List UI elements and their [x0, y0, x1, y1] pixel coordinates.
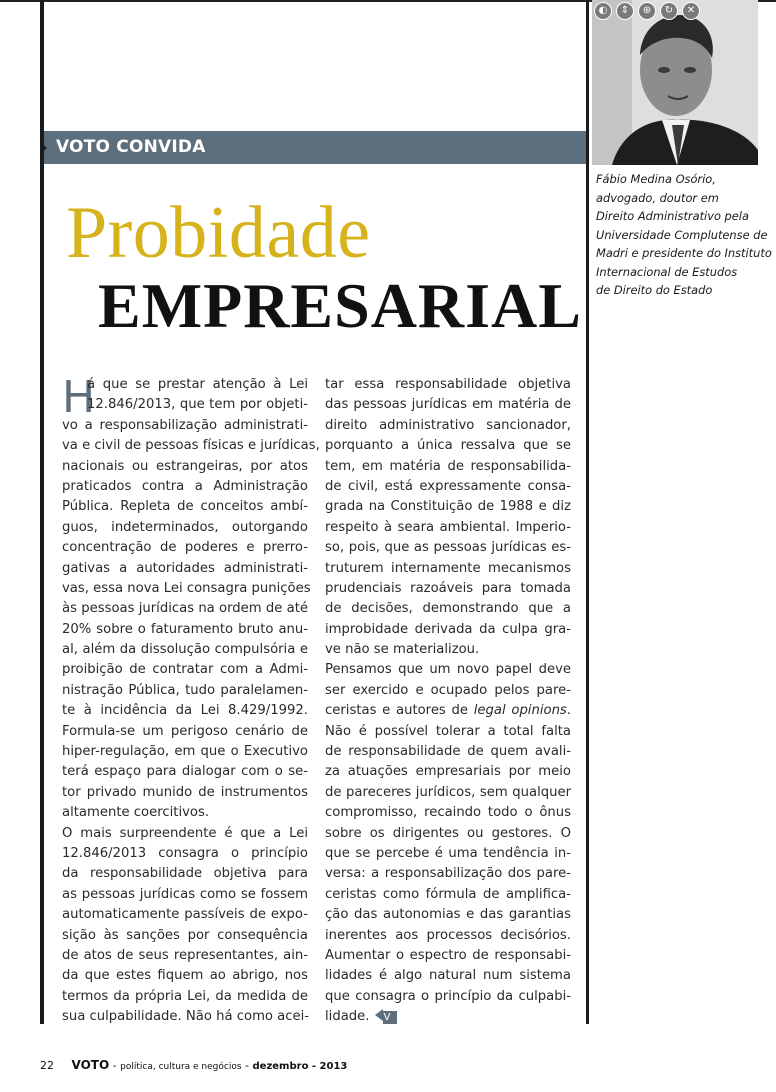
caption-line: de Direito do Estado [596, 283, 713, 297]
zoom-icon[interactable]: ⊕ [638, 2, 656, 20]
right-column-rule [586, 0, 589, 1024]
article-line: truturem internamente mecanismos [325, 560, 571, 576]
author-portrait-graphic [592, 0, 758, 165]
article-line: á que se prestar atenção à Lei [87, 377, 308, 392]
article-line: respeito à seara ambiental. Imperio- [325, 519, 571, 535]
article-line: tar essa responsabilidade objetiva [325, 377, 571, 392]
article-line: inerentes aos processos decisórios. [325, 927, 571, 943]
article-line: prudenciais razoáveis para tomada [325, 580, 571, 596]
headline-line-2: EMPRESARIAL [98, 270, 582, 341]
article-line: nacionais ou estrangeiras, por atos [62, 458, 308, 474]
caption-line: Madri e presidente do Instituto [596, 246, 772, 260]
article-line: concentração de poderes e prerro- [62, 540, 308, 556]
headline-line-1: Probidade [66, 192, 371, 274]
article-line: direito administrativo sancionador, [325, 417, 571, 433]
article-line: de responsabilidade de quem avali- [325, 744, 571, 760]
article-line: Não é possível tolerar a total falta [325, 723, 571, 739]
rotate-icon[interactable]: ↻ [660, 2, 678, 20]
article-line: vas, essa nova Lei consagra punições [62, 580, 311, 596]
author-caption [596, 170, 771, 300]
article-line: Aumentar o espectro de responsabi- [325, 947, 571, 963]
article-line: de civil, está expressamente consa- [325, 478, 571, 494]
article-line: 12.846/2013, que tem por objeti- [87, 397, 308, 413]
article-line: ceristas e autores de legal opinions. [325, 703, 571, 719]
page-footer [40, 1058, 347, 1072]
article-line: hiper-regulação, em que o Executivo [62, 744, 308, 760]
footer-separator: - [241, 1059, 253, 1072]
article-column-1 [62, 372, 320, 1028]
article-line: tem, em matéria de responsabilida- [325, 458, 571, 474]
article-line: às pessoas jurídicas na ordem de até [62, 601, 308, 617]
article-line: nistração Pública, tudo paralelamen- [62, 682, 308, 698]
article-line: as pessoas jurídicas como se fossem [62, 886, 308, 902]
magazine-tagline: política, cultura e negócios [120, 1062, 242, 1072]
caption-line: Universidade Complutense de [596, 227, 768, 242]
photo-toolbar [594, 2, 700, 20]
article-line: porquanto a única ressalva que se [325, 438, 571, 454]
article-line: sobre os dirigentes ou gestores. O [325, 825, 571, 841]
article-line: compromisso, recaindo todo o ônus [325, 805, 571, 821]
article-line: O mais surpreendente é que a Lei [62, 825, 308, 841]
article-line: lidade. V [325, 1007, 571, 1027]
article-line: vo a responsabilização administrati- [62, 417, 308, 433]
article-line: que se percebe é uma tendência in- [325, 845, 571, 861]
contrast-icon[interactable]: ◐ [594, 2, 612, 20]
drop-cap: H [62, 372, 96, 423]
article-line: Formula-se um perigoso cenário de [62, 723, 308, 739]
article-line: da que estes fiquem ao abrigo, nos [62, 968, 308, 984]
article-line: que consagra o princípio da culpabi- [325, 988, 571, 1004]
article-line: za atuações empresariais por meio [325, 764, 571, 780]
article-line: proibição de contratar com a Admi- [62, 662, 308, 678]
article-line: va e civil de pessoas físicas e jurídicas, [62, 438, 320, 454]
footer-separator: - [109, 1059, 121, 1072]
end-marker-icon [375, 1009, 383, 1021]
article-line: Pensamos que um novo papel deve [325, 662, 571, 678]
article-line: automaticamente passíveis de expo- [62, 907, 308, 923]
section-marker-icon [40, 142, 47, 154]
article-line: improbidade derivada da culpa gra- [325, 621, 571, 637]
article-line: guos, indeterminados, outorgando [62, 519, 308, 535]
section-banner [44, 131, 586, 164]
caption-line: advogado, doutor em [596, 190, 719, 205]
article-line: lidades é algo natural num sistema [325, 968, 571, 984]
caption-line: Fábio Medina Osório, [596, 172, 716, 186]
page-number: 22 [40, 1059, 54, 1072]
article-line: sição às sanções por consequência [62, 927, 308, 943]
article-line: termos da própria Lei, da medida de [62, 988, 308, 1004]
article-line: altamente coercitivos. [62, 805, 210, 821]
article-line: so, pois, que as pessoas jurídicas es- [325, 540, 571, 556]
article-line: grada na Constituição de 1988 e diz [325, 499, 571, 515]
article-line: tor privado munido de instrumentos [62, 784, 308, 800]
section-label: VOTO CONVIDA [56, 137, 206, 157]
author-photo [592, 0, 758, 165]
caption-line: Direito Administrativo pela [596, 209, 749, 223]
magazine-name: VOTO [71, 1058, 110, 1072]
caption-line: Internacional de Estudos [596, 264, 738, 279]
end-marker-box: V [383, 1011, 397, 1024]
article-line: de decisões, demonstrando que a [325, 601, 571, 617]
article-line: te à incidência da Lei 8.429/1992. [62, 703, 308, 719]
article-line: das pessoas jurídicas em matéria de [325, 397, 571, 413]
article-line: de pareceres jurídicos, sem qualquer [325, 784, 571, 800]
article-line: praticados contra a Administração [62, 478, 308, 494]
article-line: terá espaço para dialogar com o se- [62, 764, 308, 780]
article-line: ve não se materializou. [325, 642, 480, 658]
article-line: Pública. Repleta de conceitos ambí- [62, 499, 308, 515]
move-icon[interactable]: ⇕ [616, 2, 634, 20]
article-line: gativas a autoridades administrati- [62, 560, 308, 576]
article-line: ceristas como fórmula de amplifica- [325, 886, 571, 902]
article-line: 20% sobre o faturamento bruto anu- [62, 621, 308, 637]
article-line: ção das autonomias e das garantias [325, 907, 571, 923]
article-line: versa: a responsabilização dos pare- [325, 866, 571, 882]
article-column-2 [325, 375, 571, 1028]
close-icon[interactable]: ✕ [682, 2, 700, 20]
article-line: da responsabilidade objetiva para [62, 866, 308, 882]
article-line: sua culpabilidade. Não há como acei- [62, 1009, 310, 1025]
article-line: de atos de seus representantes, ain- [62, 947, 308, 963]
article-line: al, além da dissolução compulsória e [62, 642, 308, 658]
article-line: ser exercido e ocupado pelos pare- [325, 682, 571, 698]
article-line: 12.846/2013 consagra o princípio [62, 845, 308, 861]
issue-date: dezembro - 2013 [252, 1061, 348, 1072]
